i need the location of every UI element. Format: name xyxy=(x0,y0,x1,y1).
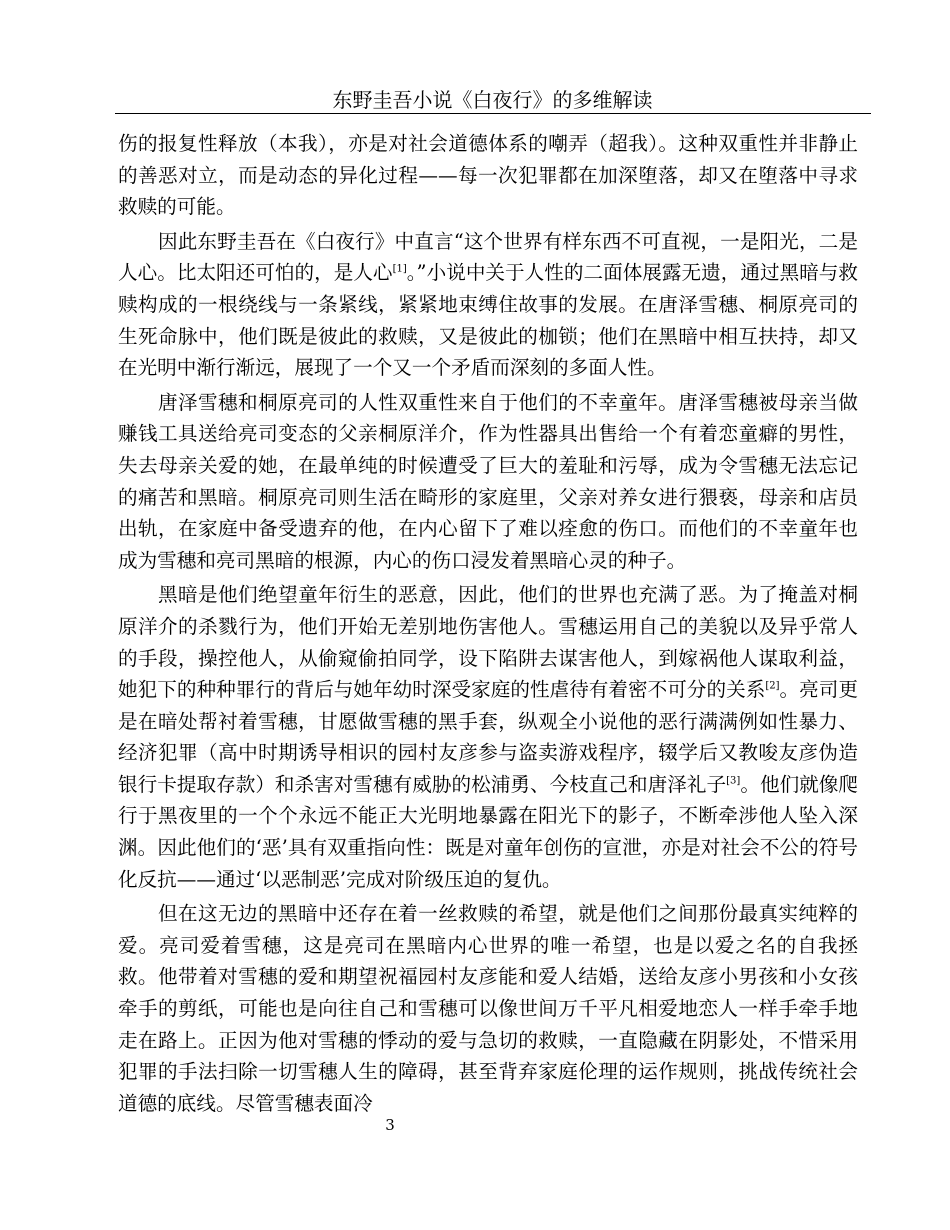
text-run: 。”小说中关于人性的二面体展露无遗，通过黑暗与救赎构成的一根绕线与一条紧线，紧紧地束缚住故事的发展。在唐泽雪穗、桐原亮司的生死命脉中，他们既是彼此的救赎，又是彼此的枷锁；他们在黑暗中相互扶持，却又在光明中渐行渐远，展现了一个又一个矛盾而深刻的多面人性。 xyxy=(118,261,859,380)
paragraph xyxy=(118,226,858,384)
header-rule xyxy=(115,113,871,114)
page-number: 3 xyxy=(385,1116,395,1134)
text-run: 伤的报复性释放（本我），亦是对社会道德体系的嘲弄（超我）。这种双重性并非静止的善恶对立，而是动态的异化过程——每一次犯罪都在加深堕落，却又在堕落中寻求救赎的可能。 xyxy=(118,132,858,219)
text-run: 黑暗是他们绝望童年衍生的恶意，因此，他们的世界也充满了恶。为了掩盖对桐原洋介的杀戮行为，他们开始无差别地伤害他人。雪穗运用自己的美貌以及异乎常人的手段，操控他人，从偷窥偷拍同学，设下陷阱去谋害他人，到嫁祸他人谋取利益，她犯下的种种罪行的背后与她年幼时深受家庭的性虐待有着密不可分的关系 xyxy=(118,583,858,702)
text-run: 但在这无边的黑暗中还存在着一丝救赎的希望，就是他们之间那份最真实纯粹的爱。亮司爱着雪穗，这是亮司在黑暗内心世界的唯一希望，也是以爱之名的自我拯救。他带着对雪穗的爱和期望祝福园村友彦能和爱人结婚，送给友彦小男孩和小女孩牵手的剪纸，可能也是向往自己和雪穗可以像世间万千平凡相爱地恋人一样手牵手地走在路上。正因为他对雪穗的悸动的爱与急切的救赎，一直隐藏在阴影处，不惜采用犯罪的手法扫除一切雪穗人生的障碍，甚至背弃家庭伦理的运作规则，挑战传统社会道德的底线。尽管雪穗表面冷 xyxy=(118,902,858,1115)
text-run: 。他们就像爬行于黑夜里的一个个永远不能正大光明地暴露在阳光下的影子，不断牵涉他人坠入深渊。因此他们的‘恶’具有双重指向性：既是对童年创伤的宣泄，亦是对社会不公的符号化反抗——通过‘以恶制恶’完成对阶级压迫的复仇。 xyxy=(118,772,859,891)
text-run: 。亮司更是在暗处帮衬着雪穗，甘愿做雪穗的黑手套，纵观全小说他的恶行满满例如性暴力、经济犯罪（高中时期诱导相识的园村友彦参与盗卖游戏程序，辍学后又教唆友彦伪造银行卡提取存款）和杀害对雪穗有威胁的松浦勇、今枝直己和唐泽礼子 xyxy=(118,678,858,796)
citation-2[interactable]: [2] xyxy=(765,680,780,692)
paragraph xyxy=(118,128,858,223)
paragraph xyxy=(118,898,858,1119)
text-run: 唐泽雪穗和桐原亮司的人性双重性来自于他们的不幸童年。唐泽雪穗被母亲当做赚钱工具送给亮司变态的父亲桐原洋介，作为性器具出售给一个有着恋童癖的男性，失去母亲关爱的她，在最单纯的时候遭受了巨大的羞耻和污辱，成为令雪穗无法忘记的痛苦和黑暗。桐原亮司则生活在畸形的家庭里，父亲对养女进行猥亵，母亲和店员出轨，在家庭中备受遗弃的他，在内心留下了难以痊愈的伤口。而他们的不幸童年也成为雪穗和亮司黑暗的根源，内心的伤口浸发着黑暗心灵的种子。 xyxy=(118,390,858,572)
paragraph xyxy=(118,579,858,895)
body-text xyxy=(118,128,858,1122)
citation-3[interactable]: [3] xyxy=(726,775,741,787)
citation-1[interactable]: [1] xyxy=(392,263,407,275)
text-run: 因此东野圭吾在《白夜行》中直言“这个世界有样东西不可直视，一是阳光，二是人心。比太阳还可怕的，是人心 xyxy=(118,229,858,285)
paragraph xyxy=(118,387,858,577)
running-header: 东野圭吾小说《白夜行》的多维解读 xyxy=(332,88,653,112)
